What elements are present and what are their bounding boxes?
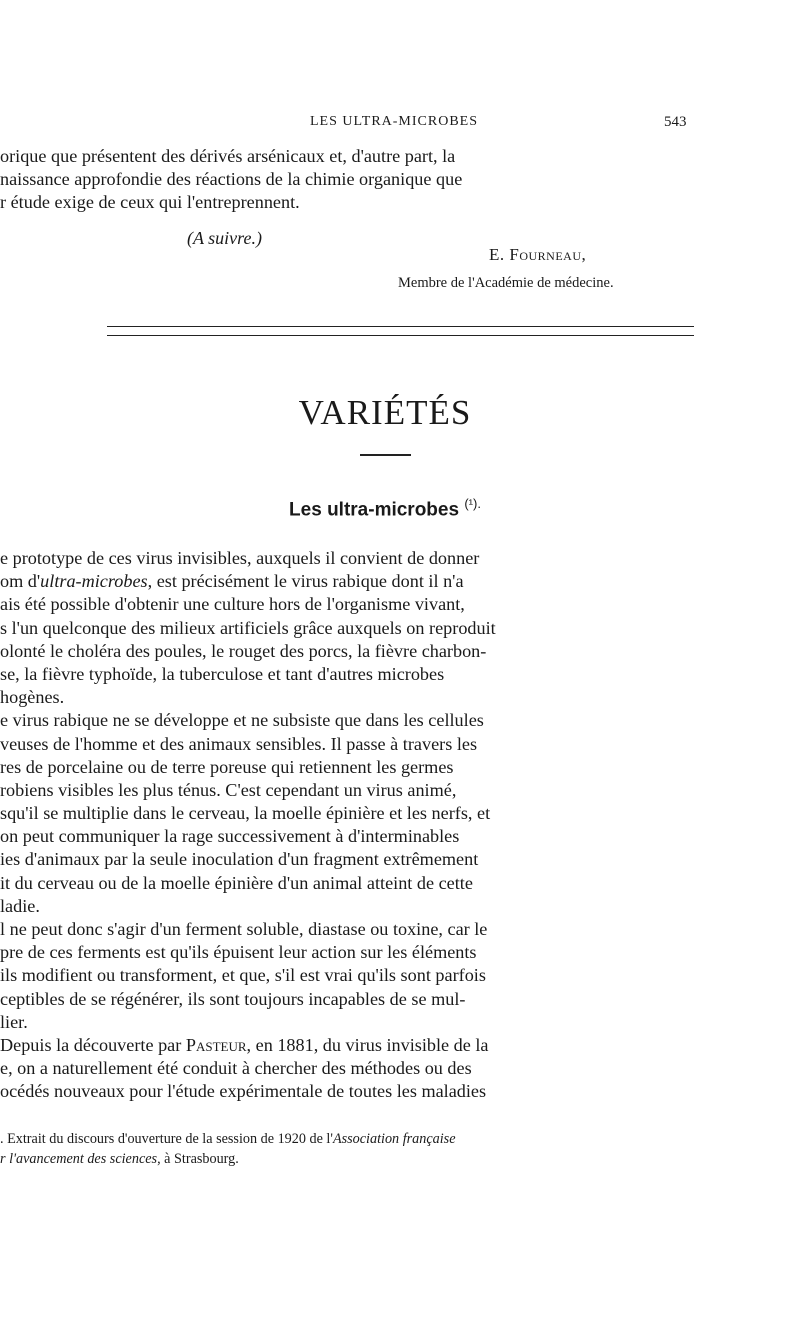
previous-article-ending xyxy=(0,145,700,215)
title-underline xyxy=(360,454,411,456)
author-surname: Fourneau, xyxy=(509,245,587,264)
text-run: ladie. xyxy=(0,895,40,916)
text-run: ais été possible d'obtenir une culture hors de l'organisme vivant, xyxy=(0,594,465,615)
text-run: olonté le choléra des poules, le rouget des porcs, la fièvre charbon- xyxy=(0,640,487,661)
text-line xyxy=(0,686,700,709)
section-divider-rule xyxy=(107,335,694,336)
text-line xyxy=(0,1011,700,1034)
text-line: naissance approfondie des réactions de la chimie organique que xyxy=(0,169,463,190)
text-line xyxy=(0,1057,700,1080)
text-line xyxy=(0,640,700,663)
text-line xyxy=(0,779,700,802)
text-line xyxy=(0,825,700,848)
text-run: , à Strasbourg. xyxy=(157,1151,239,1167)
text-run: on peut communiquer la rage successivement à d'interminables xyxy=(0,826,460,847)
text-run: om d' xyxy=(0,571,41,592)
text-line xyxy=(0,895,700,918)
text-run: ies d'animaux par la seule inoculation d'un fragment extrêmement xyxy=(0,849,479,870)
text-run: e virus rabique ne se développe et ne subsiste que dans les cellules xyxy=(0,710,484,731)
italic-text: r l'avancement des sciences xyxy=(0,1151,158,1167)
text-run: veuses de l'homme et des animaux sensibles. Il passe à travers les xyxy=(0,733,478,754)
footnote-reference: (¹). xyxy=(464,496,481,511)
footnote-line xyxy=(0,1149,710,1169)
footnote-line xyxy=(0,1129,710,1149)
text-line xyxy=(0,848,700,871)
author-affiliation: Membre de l'Académie de médecine. xyxy=(398,275,614,291)
text-run: e prototype de ces virus invisibles, auxquels il convient de donner xyxy=(0,548,480,568)
text-run: , en 1881, du virus invisible de la xyxy=(246,1034,489,1055)
italic-text: Association française xyxy=(332,1131,456,1147)
text-line xyxy=(0,988,700,1011)
text-run: s l'un quelconque des milieux artificiels grâce auxquels on reproduit xyxy=(0,617,496,638)
text-run: res de porcelaine ou de terre poreuse qui retiennent les germes xyxy=(0,756,454,777)
text-line: r étude exige de ceux qui l'entreprennent. xyxy=(0,192,300,213)
italic-text: ultra-microbes xyxy=(40,571,148,592)
text-line xyxy=(0,663,700,686)
text-line xyxy=(0,570,700,593)
text-run: , est précisément le virus rabique dont il n'a xyxy=(147,571,464,592)
author-initial: E. xyxy=(489,245,505,264)
small-caps-text: Pasteur xyxy=(185,1034,247,1055)
text-line xyxy=(0,547,700,570)
text-run: océdés nouveaux pour l'étude expérimentale de toutes les maladies xyxy=(0,1081,487,1102)
text-run: se, la fièvre typhoïde, la tuberculose et tant d'autres microbes xyxy=(0,663,445,684)
text-run: robiens visibles les plus ténus. C'est cependant un virus animé, xyxy=(0,779,457,800)
section-title: VARIÉTÉS xyxy=(298,393,472,432)
text-run: e, on a naturellement été conduit à chercher des méthodes ou des xyxy=(0,1058,472,1079)
text-line xyxy=(0,756,700,779)
running-title: LES ULTRA-MICROBES xyxy=(310,114,479,129)
text-run: it du cerveau ou de la moelle épinière d'un animal atteint de cette xyxy=(0,872,473,893)
text-run: squ'il se multiplie dans le cerveau, la moelle épinière et les nerfs, et xyxy=(0,803,491,824)
article-body xyxy=(0,547,700,1104)
text-line xyxy=(0,872,700,895)
to-be-continued: (A suivre.) xyxy=(187,228,262,248)
text-line xyxy=(0,1080,700,1103)
text-run: pre de ces ferments est qu'ils épuisent leur action sur les éléments xyxy=(0,942,477,963)
text-line: orique que présentent des dérivés arsénicaux et, d'autre part, la xyxy=(0,146,456,166)
text-line xyxy=(0,733,700,756)
article-title xyxy=(0,496,770,521)
text-run: l ne peut donc s'agir d'un ferment soluble, diastase ou toxine, car le xyxy=(0,919,488,939)
text-line xyxy=(0,1034,700,1057)
text-line xyxy=(0,593,700,616)
author-signature xyxy=(489,245,586,265)
text-run: lier. xyxy=(0,1011,28,1032)
text-line xyxy=(0,964,700,987)
article-title-text: Les ultra-microbes xyxy=(289,499,460,521)
text-run: ils modifient ou transforment, et que, s'il est vrai qu'ils sont parfois xyxy=(0,965,486,986)
text-run: ceptibles de se régénérer, ils sont toujours incapables de se mul- xyxy=(0,988,466,1009)
footnote xyxy=(0,1129,710,1169)
text-line xyxy=(0,617,700,640)
text-run: Depuis la découverte par xyxy=(0,1034,186,1055)
page-number: 543 xyxy=(664,114,687,130)
text-line xyxy=(0,941,700,964)
section-divider-rule xyxy=(107,326,694,327)
text-line xyxy=(0,709,700,732)
text-run: hogènes. xyxy=(0,687,65,708)
text-line xyxy=(0,918,700,941)
text-line xyxy=(0,802,700,825)
text-run: . Extrait du discours d'ouverture de la session de 1920 de l' xyxy=(0,1131,333,1147)
